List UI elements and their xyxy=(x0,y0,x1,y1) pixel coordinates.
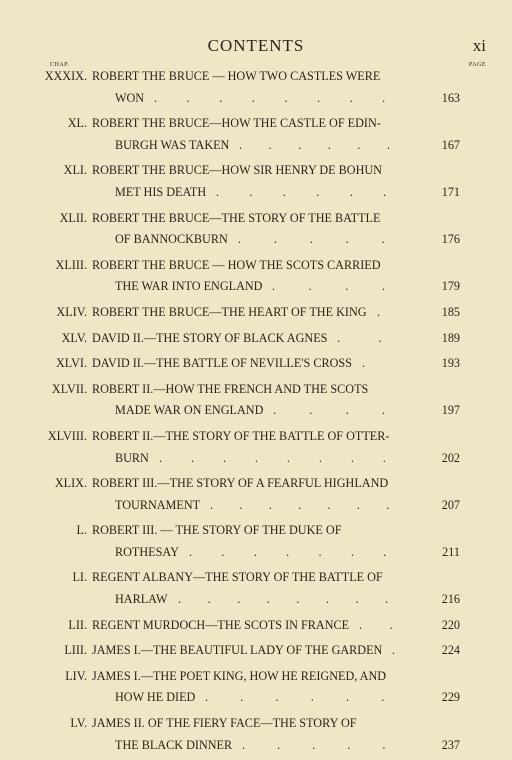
page-title: CONTENTS xyxy=(207,36,305,55)
page-ref: 207 xyxy=(441,497,460,512)
entry-line xyxy=(0,182,512,204)
chapter-title: ROBERT THE BRUCE—HOW THE CASTLE OF EDIN- xyxy=(92,116,381,131)
leader-dots: . . . . . . . . xyxy=(159,450,386,465)
chapter-number: XLVIII. xyxy=(47,428,87,443)
contents-entry xyxy=(0,666,512,713)
entry-line xyxy=(0,160,512,182)
leader-dots: . . . . . . . xyxy=(189,544,387,559)
contents-entry xyxy=(0,160,512,207)
page-ref: 237 xyxy=(441,737,460,752)
chapter-number: XLVI. xyxy=(55,356,87,371)
chapter-column-label: CHAP. xyxy=(50,62,70,68)
entry-line xyxy=(0,229,512,251)
chapter-number: XXXIX. xyxy=(44,69,87,83)
entry-line xyxy=(0,666,512,688)
contents-entry xyxy=(0,426,512,473)
chapter-number: XLIII. xyxy=(55,257,87,272)
leader-dots: . . . . . . . . xyxy=(178,592,389,607)
entry-line xyxy=(0,473,512,495)
leader-dots: . xyxy=(392,643,396,658)
entry-line xyxy=(0,88,512,110)
page-ref: 179 xyxy=(441,279,460,294)
chapter-number: XLI. xyxy=(63,163,87,178)
contents-entry xyxy=(0,302,512,328)
chapter-title: ROBERT THE BRUCE—HOW SIR HENRY DE BOHUN xyxy=(92,163,382,178)
contents-entry xyxy=(0,66,512,113)
chapter-number: XLIV. xyxy=(56,304,87,319)
leader-dots: . . . . . . . xyxy=(210,497,390,512)
entry-line xyxy=(0,208,512,230)
leader-dots: . . . . . xyxy=(242,737,386,752)
contents-entry xyxy=(0,255,512,302)
chapter-title: MADE WAR ON ENGLAND xyxy=(115,403,264,418)
page-ref: 216 xyxy=(441,592,460,607)
contents-entry xyxy=(0,353,512,379)
chapter-number: LI. xyxy=(72,570,87,585)
chapter-title: OF BANNOCKBURN xyxy=(115,232,228,247)
contents-entry xyxy=(0,713,512,760)
chapter-title: HOW HE DIED xyxy=(115,690,196,705)
leader-dots: . . . . xyxy=(272,279,385,294)
page-ref: 224 xyxy=(441,643,460,658)
entry-line xyxy=(0,589,512,611)
chapter-title: BURN xyxy=(115,450,149,465)
page-ref: 197 xyxy=(441,403,460,418)
entry-line xyxy=(0,448,512,470)
page-ref: 185 xyxy=(441,304,460,319)
contents-entry xyxy=(0,640,512,666)
contents-entry xyxy=(0,379,512,426)
leader-dots: . xyxy=(362,356,366,371)
contents-entry xyxy=(0,113,512,160)
leader-dots: . . . . . . xyxy=(216,184,387,199)
entry-line xyxy=(0,302,512,324)
entry-line xyxy=(0,542,512,564)
contents-entry xyxy=(0,567,512,614)
entry-line xyxy=(0,113,512,135)
entry-line xyxy=(0,328,512,350)
page-column-label: PAGE xyxy=(468,62,486,68)
chapter-title: TOURNAMENT xyxy=(115,497,201,512)
entry-line xyxy=(0,255,512,277)
chapter-title: ROBERT THE BRUCE—THE STORY OF THE BATTLE xyxy=(92,210,381,225)
chapter-title: MET HIS DEATH xyxy=(115,184,207,199)
chapter-title: ROTHESAY xyxy=(115,544,179,559)
chapter-number: XLV. xyxy=(61,330,87,345)
page-ref: 176 xyxy=(441,232,460,247)
chapter-number: LV. xyxy=(70,716,87,731)
leader-dots: . . . . . . xyxy=(205,690,385,705)
entry-line xyxy=(0,713,512,735)
chapter-title: ROBERT THE BRUCE — HOW THE SCOTS CARRIED xyxy=(92,257,381,272)
entry-line xyxy=(0,735,512,757)
chapter-title: DAVID II.—THE BATTLE OF NEVILLE'S CROSS xyxy=(92,356,352,371)
leader-dots: . . xyxy=(337,330,382,345)
entry-line xyxy=(0,687,512,709)
page-ref: 163 xyxy=(441,90,460,105)
entry-line xyxy=(0,615,512,637)
page-ref: 167 xyxy=(441,137,460,152)
chapter-number: LIV. xyxy=(65,668,87,683)
contents-entry xyxy=(0,520,512,567)
leader-dots: . . . . . xyxy=(238,232,385,247)
page-ref: 189 xyxy=(441,330,460,345)
page-ref: 202 xyxy=(441,450,460,465)
chapter-title: DAVID II.—THE STORY OF BLACK AGNES xyxy=(92,330,328,345)
page-ref: 229 xyxy=(441,690,460,705)
chapter-number: XL. xyxy=(67,116,87,131)
chapter-title: ROBERT II.—THE STORY OF THE BATTLE OF OTTER- xyxy=(92,428,390,443)
leader-dots: . . xyxy=(359,617,393,632)
leader-dots: . . . . xyxy=(273,403,386,418)
chapter-title: ROBERT THE BRUCE—THE HEART OF THE KING xyxy=(92,304,367,319)
page-ref: 171 xyxy=(441,184,460,199)
chapter-title: ROBERT III.—THE STORY OF A FEARFUL HIGHLAND xyxy=(92,476,389,491)
chapter-title: ROBERT THE BRUCE — HOW TWO CASTLES WERE xyxy=(92,69,381,83)
entry-line xyxy=(0,520,512,542)
chapter-title: WON xyxy=(115,90,145,105)
contents-entry xyxy=(0,208,512,255)
contents-entry xyxy=(0,328,512,354)
chapter-title: THE BLACK DINNER xyxy=(115,737,233,752)
chapter-number: LIII. xyxy=(64,643,87,658)
chapter-title: JAMES II. OF THE FIERY FACE—THE STORY OF xyxy=(92,716,357,731)
page-number: xi xyxy=(472,36,486,55)
chapter-title: HARLAW xyxy=(115,592,168,607)
entry-line xyxy=(0,379,512,401)
contents-entry xyxy=(0,615,512,641)
chapter-number: XLVII. xyxy=(51,381,87,396)
page-ref: 220 xyxy=(441,617,460,632)
chapter-title: JAMES I.—THE POET KING, HOW HE REIGNED, AND xyxy=(92,668,387,683)
chapter-title: BURGH WAS TAKEN xyxy=(115,137,230,152)
page-ref: 211 xyxy=(442,544,460,559)
chapter-number: XLII. xyxy=(59,210,87,225)
entry-line xyxy=(0,495,512,517)
chapter-title: JAMES I.—THE BEAUTIFUL LADY OF THE GARDEN xyxy=(92,643,383,658)
entry-line xyxy=(0,640,512,662)
leader-dots: . . . . . . . . xyxy=(154,90,386,105)
contents-entry xyxy=(0,473,512,520)
chapter-title: ROBERT III. — THE STORY OF THE DUKE OF xyxy=(92,523,342,538)
chapter-title: THE WAR INTO ENGLAND xyxy=(115,279,263,294)
entry-line xyxy=(0,135,512,157)
chapter-number: L. xyxy=(76,523,87,538)
entry-line xyxy=(0,567,512,589)
entry-line xyxy=(0,353,512,375)
leader-dots: . xyxy=(377,304,381,319)
page-ref: 193 xyxy=(441,356,460,371)
chapter-title: ROBERT II.—HOW THE FRENCH AND THE SCOTS xyxy=(92,381,369,396)
chapter-number: LII. xyxy=(68,617,87,632)
entry-line xyxy=(0,66,512,88)
entry-line xyxy=(0,400,512,422)
chapter-title: REGENT ALBANY—THE STORY OF THE BATTLE OF xyxy=(92,570,383,585)
entry-line xyxy=(0,276,512,298)
entry-line xyxy=(0,426,512,448)
contents-list xyxy=(0,66,512,760)
chapter-number: XLIX. xyxy=(54,476,87,491)
chapter-title: REGENT MURDOCH—THE SCOTS IN FRANCE xyxy=(92,617,350,632)
leader-dots: . . . . . . xyxy=(239,137,391,152)
